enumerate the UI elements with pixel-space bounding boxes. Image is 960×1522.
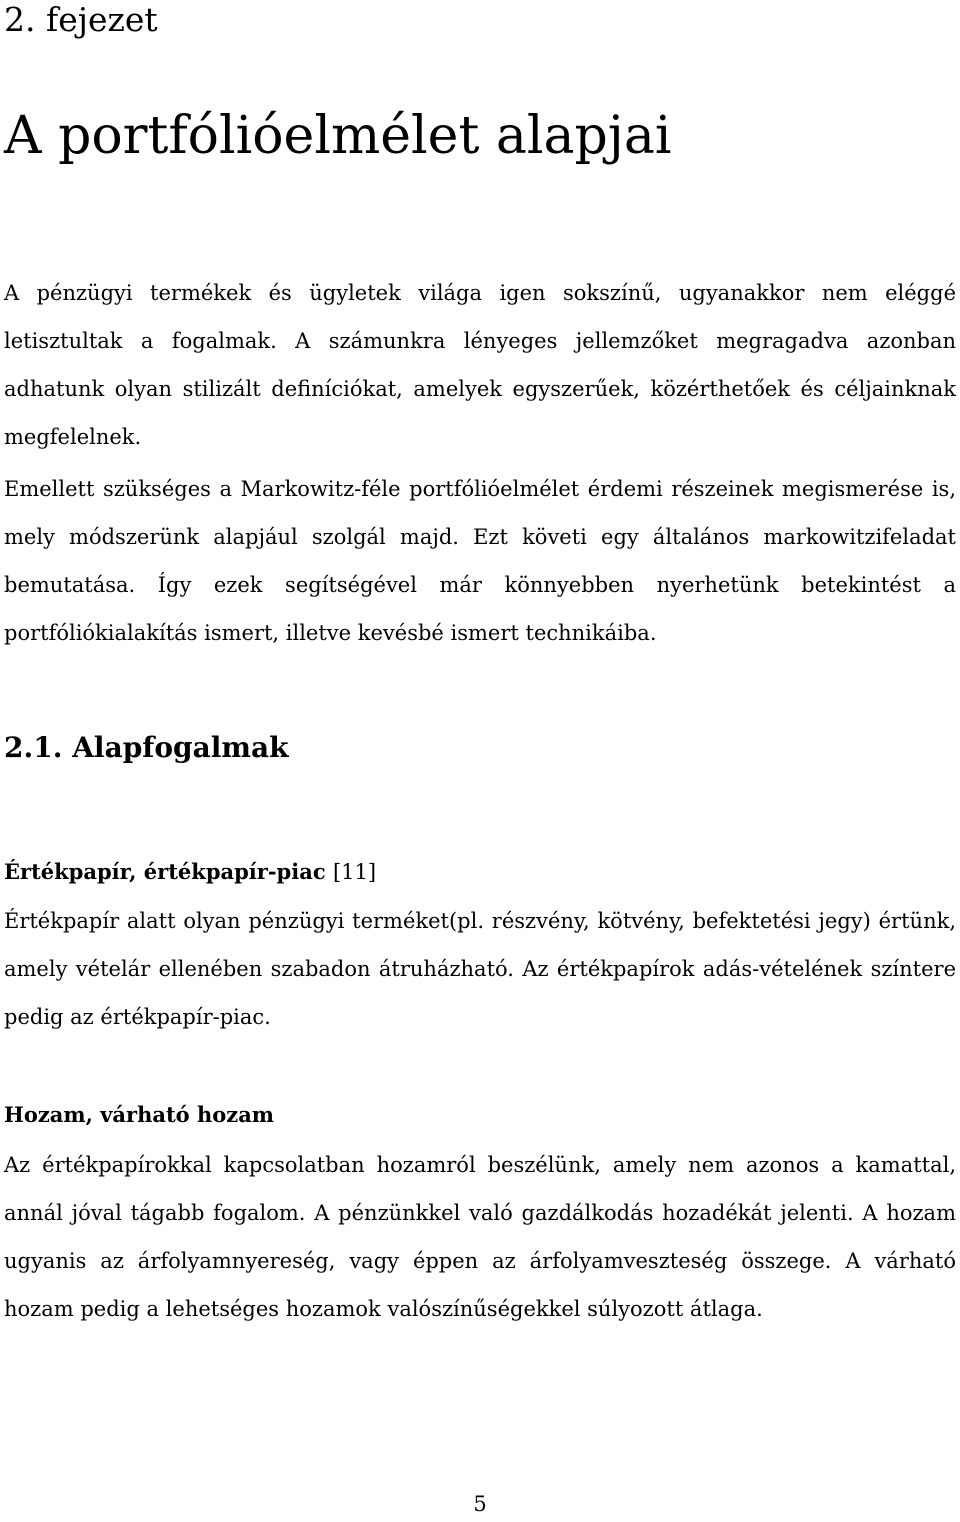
definition-paragraph-hozam: Az értékpapírokkal kapcsolatban hozamról beszélünk, amely nem azonos a kamattal, annál jóval tágabb fogalom. A pénzünkkel való gazdálkodás hozadékát jelenti. A hozam ugyanis az árfolyamnyereség, vagy éppen az árfolyamveszteség összege. A várható hozam pedig a lehetséges hozamok valószínűségekkel súlyozott átlaga. [4,1153,956,1321]
section-heading: 2.1. Alapfogalmak [4,731,289,764]
definition-paragraph-ertekpapir: Értékpapír alatt olyan pénzügyi terméket(pl. részvény, kötvény, befektetési jegy) értünk, amely vételár ellenében szabadon átruházható. Az értékpapírok adás-vételének színtere pedig az értékpapír-piac. [4,909,956,1029]
intro-paragraph-1: A pénzügyi termékek és ügyletek világa igen sokszínű, ugyanakkor nem eléggé letisztultak a fogalmak. A számunkra lényeges jellemzőket megragadva azonban adhatunk olyan stilizált definíciókat, amelyek egyszerűek, közérthetőek és céljainknak megfelelnek. [4,281,956,449]
page-number: 5 [473,1492,487,1516]
subheading-hozam [4,1095,274,1135]
subheading-title: Értékpapír, értékpapír-piac [4,859,326,884]
chapter-title: A portfólióelmélet alapjai [4,106,672,166]
subheading-ertekpapir [4,852,376,892]
intro-paragraph-2: Emellett szükséges a Markowitz-féle portfólióelmélet érdemi részeinek megismerése is, mely módszerünk alapjául szolgál majd. Ezt követi egy általános markowitzifeladat bemutatása. Így ezek segítségével már könnyebben nyerhetünk betekintést a portfóliókialakítás ismert, illetve kevésbé ismert technikáiba. [4,477,956,645]
subheading-title: Hozam, várható hozam [4,1102,275,1127]
chapter-label: 2. fejezet [4,0,158,39]
citation-link[interactable]: [11] [332,860,377,884]
